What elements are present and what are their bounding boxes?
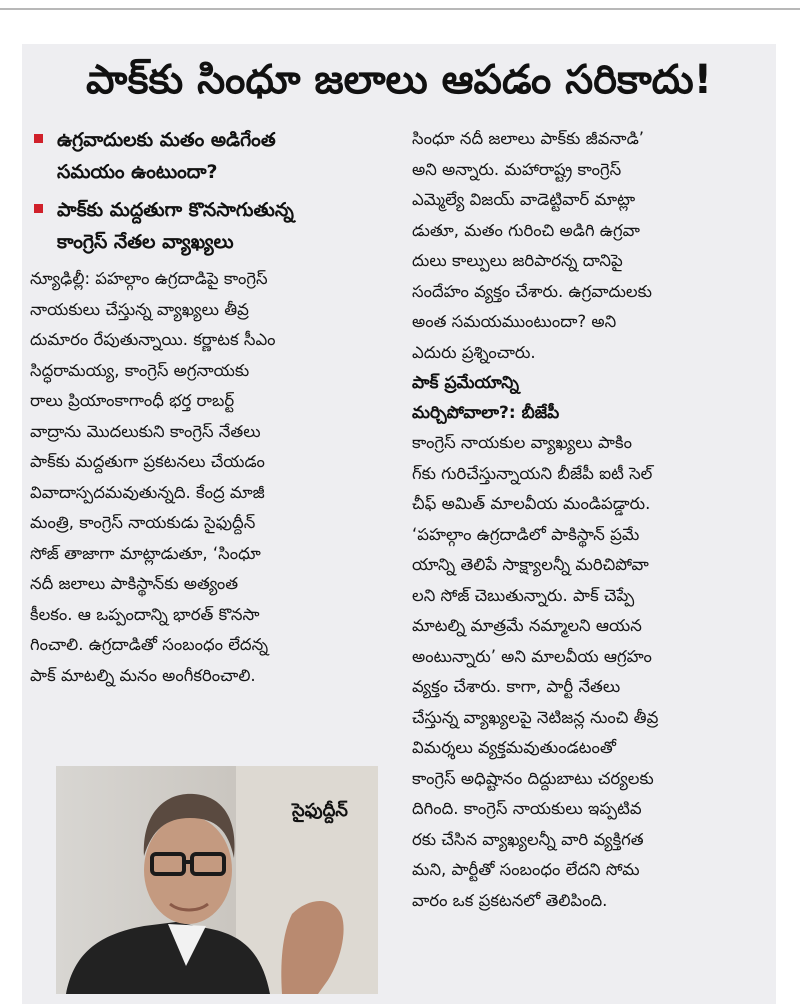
- text-line: పాక్‌కు మద్దతుగా ప్రకటనలు చేయడం: [30, 452, 265, 471]
- text-line: చేస్తున్న వ్యాఖ్యలపై నెటిజన్ల నుంచి తీవ్ర: [412, 707, 659, 727]
- bullet-line: సమయం ఉంటుందా?: [57, 161, 218, 183]
- text-line: గ్‌కు గురిచేస్తున్నాయని బీజేపీ ఐటీ సెల్: [412, 463, 653, 483]
- subheading: [412, 368, 762, 428]
- subheading-line: మర్చిపోవాలా?: బీజేపీ: [412, 403, 560, 423]
- text-line: దిగింది. కాంగ్రెస్ నాయకులు ఇప్పటివ: [412, 799, 642, 818]
- text-line: అంటున్నారు’ అని మాలవీయ ఆగ్రహం: [412, 646, 652, 666]
- text-line: కాంగ్రెస్ అధిష్టానం దిద్దుబాటు చర్యలకు: [412, 768, 654, 788]
- text-line: దుమారం రేపుతున్నాయి. కర్ణాటక సీఎం: [30, 330, 276, 349]
- subheading-line: పాక్ ప్రమేయాన్ని: [412, 373, 520, 393]
- text-line: విమర్శలు వ్యక్తమవుతుండటంతో: [412, 738, 617, 757]
- text-line: యాన్ని తెలిపే సాక్ష్యాలన్నీ మరిచిపోవా: [412, 555, 649, 574]
- highlight-bullet: [30, 194, 380, 258]
- text-line: కాంగ్రెస్ నాయకుల వ్యాఖ్యలు పాకిం: [412, 433, 633, 452]
- body-text: [30, 264, 380, 691]
- text-line: నదీ జలాలు పాకిస్థాన్‌కు అత్యంత: [30, 574, 239, 593]
- portrait-photo: [56, 766, 378, 994]
- text-line: మాటల్ని మాత్రమే నమ్మాలని ఆయన: [412, 616, 642, 635]
- left-column: [30, 124, 380, 691]
- text-line: వివాదాస్పదమవుతున్నది. కేంద్ర మాజీ: [30, 482, 265, 502]
- text-line: గించాలి. ఉగ్రదాడితో సంబంధం లేదన్న: [30, 635, 269, 654]
- text-line: రాలు ప్రియాంకాగాంధీ భర్త రాబర్ట్: [30, 391, 235, 410]
- text-line: వారం ఒక ప్రకటనలో తెలిపింది.: [412, 890, 608, 910]
- text-line: దులు కాల్పులు జరిపారన్న దానిపై: [412, 251, 623, 270]
- right-column: [412, 124, 762, 916]
- body-text: [412, 428, 762, 916]
- text-line: వాద్రాను మొదలుకుని కాంగ్రెస్ నేతలు: [30, 421, 261, 441]
- text-line: లని సోజ్ చెబుతున్నారు. పాక్ చెప్పే: [412, 585, 635, 605]
- body-text: [412, 124, 762, 368]
- text-line: చీఫ్ అమిత్ మాలవీయ మండిపడ్డారు.: [412, 494, 651, 513]
- text-line: సందేహం వ్యక్తం చేశారు. ఉగ్రవాదులకు: [412, 281, 652, 301]
- text-line: ఎమ్మెల్యే విజయ్ వాడెట్టివార్ మాట్లా: [412, 190, 636, 209]
- text-line: నాయకులు చేస్తున్న వ్యాఖ్యలు తీవ్ర: [30, 299, 249, 319]
- photo-caption: సైఫుద్దీన్: [292, 800, 348, 821]
- red-square-icon: [34, 134, 43, 143]
- text-line: ఎదురు ప్రశ్నించారు.: [412, 342, 536, 362]
- text-line: అంత సమయముంటుందా? అని: [412, 312, 617, 331]
- text-line: అని అన్నారు. మహారాష్ట్ర కాంగ్రెస్: [412, 159, 622, 179]
- text-line: మంత్రి, కాంగ్రెస్ నాయకుడు సైఫుద్దీన్: [30, 513, 256, 532]
- text-line: సింధూ నదీ జలాలు పాక్‌కు జీవనాడి’: [412, 129, 645, 148]
- highlight-bullet: [30, 124, 380, 188]
- text-line: వ్యక్తం చేశారు. కాగా, పార్టీ నేతలు: [412, 677, 621, 696]
- text-line: న్యూఢిల్లీ: పహల్గాం ఉగ్రదాడిపై కాంగ్రెస్: [30, 269, 268, 288]
- top-divider: [0, 8, 800, 10]
- news-clipping: [22, 44, 776, 1004]
- text-line: రకు చేసిన వ్యాఖ్యలన్నీ వారి వ్యక్తిగత: [412, 829, 644, 849]
- headline: పాక్‌కు సింధూ జలాలు ఆపడం సరికాదు!: [86, 57, 712, 103]
- bullet-line: కాంగ్రెస్ నేతల వ్యాఖ్యలు: [57, 231, 234, 253]
- text-line: పాక్ మాటల్ని మనం అంగీకరించాలి.: [30, 665, 256, 685]
- text-line: సిద్ధరామయ్య, కాంగ్రెస్ అగ్రనాయకు: [30, 360, 250, 380]
- text-line: కీలకం. ఆ ఒప్పందాన్ని భారత్ కొనసా: [30, 604, 260, 624]
- red-square-icon: [34, 204, 43, 213]
- text-line: ‘పహల్గాం ఉగ్రదాడిలో పాకిస్థాన్ ప్రమే: [412, 524, 640, 544]
- bullet-line: పాక్‌కు మద్దతుగా కొనసాగుతున్న: [57, 199, 294, 221]
- text-line: మని, పార్టీతో సంబంధం లేదని సోమ: [412, 860, 640, 879]
- bullet-line: ఉగ్రవాదులకు మతం అడిగేంత: [57, 129, 276, 151]
- text-line: సోజ్ తాజాగా మాట్లాడుతూ, ‘సింధూ: [30, 543, 261, 563]
- text-line: డుతూ, మతం గురించి అడిగి ఉగ్రవా: [412, 220, 640, 240]
